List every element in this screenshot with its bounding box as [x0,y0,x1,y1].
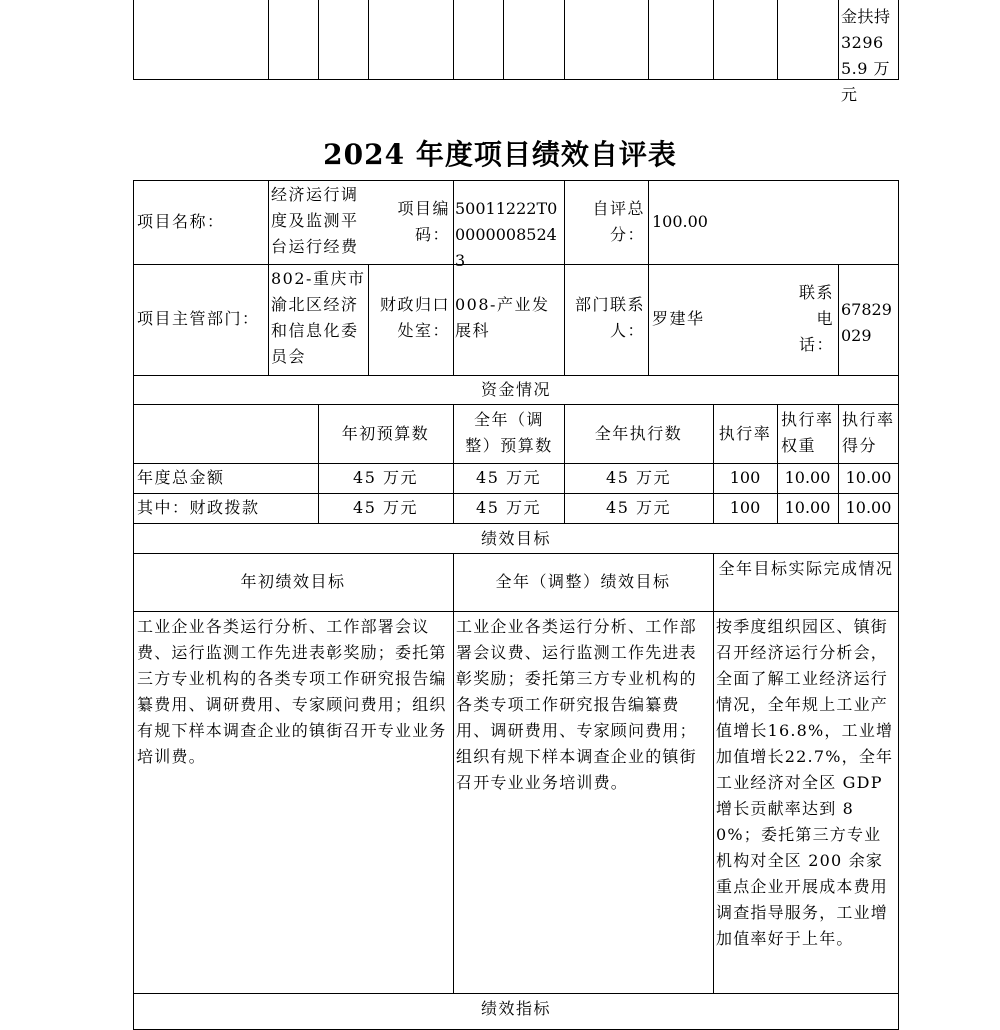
project-code-value: 50011222T000000085243 [455,199,558,270]
goals-initial-text: 工业企业各类运行分析、工作部署会议费、运行监测工作先进表彰奖励；委托第三方专业机构的各类专项工作研究报告编纂费用、调研费用、专家顾问费用；组织有规下样本调查企业的镇街召开专业业务培训费。 [137,617,447,766]
funds-row-adjusted: 45 万元 [476,498,541,517]
indicators-section-title: 绩效指标 [480,999,551,1018]
goals-header-actual: 全年目标实际完成情况 [718,559,894,578]
funds-section-title: 资金情况 [480,380,551,399]
dept-value: 802-重庆市渝北区经济和信息化委员会 [271,269,366,366]
goals-section-title: 绩效目标 [480,529,551,548]
dept-label: 项目主管部门： [137,309,260,328]
funds-row-score: 10.00 [845,498,892,517]
funds-row-rate: 100 [729,498,761,517]
contact-label: 部门联系人： [574,295,645,340]
funds-row-initial: 45 万元 [353,498,418,517]
funds-row-weight: 10.00 [784,498,831,517]
funds-header-executed: 全年执行数 [594,424,683,443]
self-score-value: 100.00 [652,212,708,231]
funds-row-rate: 100 [729,468,761,487]
self-score-label: 自评总分： [592,199,645,244]
funds-header-score: 执行率得分 [842,410,895,455]
funds-header-rate: 执行率 [718,424,772,443]
funds-row-weight: 10.00 [784,468,831,487]
funds-row-initial: 45 万元 [353,468,418,487]
funds-row-label: 其中：财政拨款 [137,498,260,517]
goals-header-initial: 年初绩效目标 [240,572,346,591]
phone-value: 67829029 [841,300,892,345]
previous-table-cell-text: 金扶持32965.9 万元 [841,7,891,104]
funds-row-adjusted: 45 万元 [476,468,541,487]
page-title: 2024 年度项目绩效自评表 [323,138,677,171]
funds-row-executed: 45 万元 [606,498,671,517]
funds-header-weight: 执行率权重 [781,410,834,455]
phone-label: 联系电话： [798,283,834,354]
funds-row-score: 10.00 [845,468,892,487]
goals-adjusted-text: 工业企业各类运行分析、工作部署会议费、运行监测工作先进表彰奖励；委托第三方专业机构的各类专项工作研究报告编纂费用、调研费用、专家顾问费用；组织有规下样本调查企业的镇街召开专业业务培训费。 [456,617,697,792]
funds-row-executed: 45 万元 [606,468,671,487]
finance-office-label: 财政归口处室： [379,295,450,340]
goals-header-adjusted: 全年（调整）绩效目标 [495,572,671,591]
goals-actual-text: 按季度组织园区、镇街召开经济运行分析会，全面了解工业经济运行情况，全年规上工业产值增长16.8%，工业增加值增长22.7%，全年工业经济对全区 GDP 增长贡献率达到 80%；委托第三方专业机构对全区 200 余家重点企业开展成本费用调查指导服务，工业增加值率好于上年。 [716,617,894,948]
contact-value: 罗建华 [652,309,705,328]
funds-row-label: 年度总金额 [137,468,225,487]
finance-office-value: 008-产业发展科 [455,295,550,340]
project-name-value: 经济运行调度及监测平台运行经费 [271,185,359,256]
funds-header-initial: 年初预算数 [341,424,430,443]
project-name-label: 项目名称： [137,212,225,231]
funds-header-adjusted: 全年（调整）预算数 [465,410,553,455]
project-code-label: 项目编码： [397,199,450,244]
